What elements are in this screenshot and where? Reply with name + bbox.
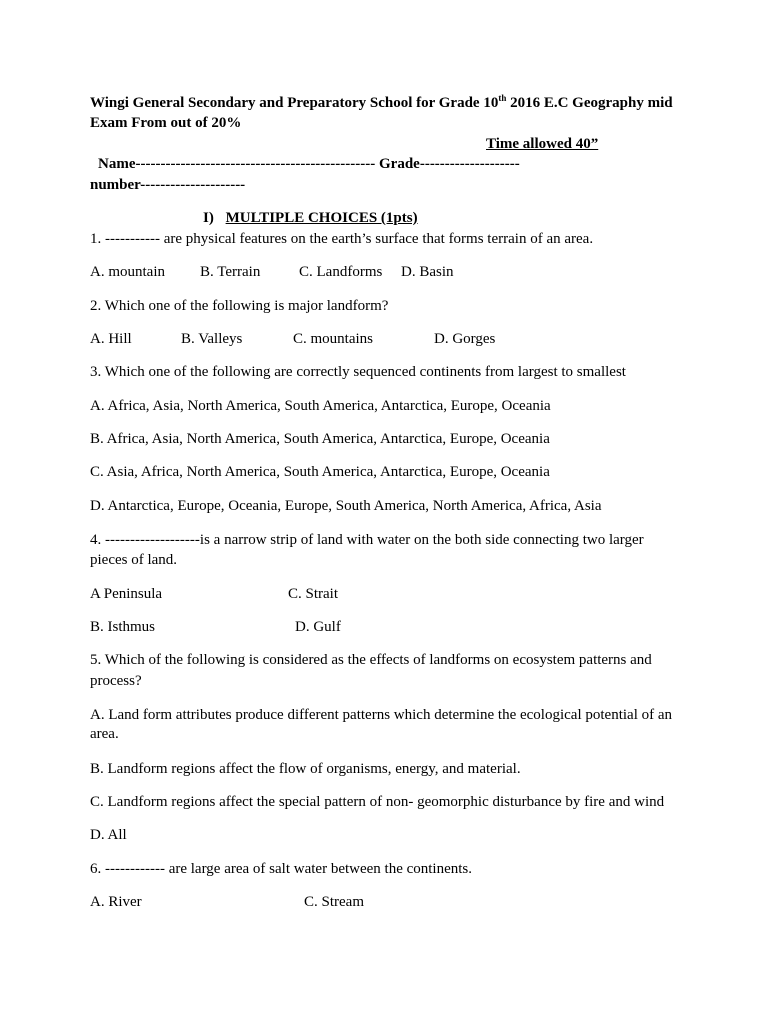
name-grade-field: Name------------------------------------------------ Grade-------------------- <box>98 156 520 172</box>
question-1-option-b: B. Terrain <box>200 264 261 280</box>
question-1-option-a: A. mountain <box>90 264 165 280</box>
exam-title-line1 <box>90 94 673 112</box>
question-5-option-c: C. Landform regions affect the special pattern of non- geomorphic disturbance by fire and wind <box>90 794 665 810</box>
question-3-option-b: B. Africa, Asia, North America, South America, Antarctica, Europe, Oceania <box>90 431 550 447</box>
exam-title-text: Wingi General Secondary and Preparatory School for Grade 10 <box>90 95 499 111</box>
question-5-option-b: B. Landform regions affect the flow of organisms, energy, and material. <box>90 761 521 777</box>
question-3-option-a: A. Africa, Asia, North America, South America, Antarctica, Europe, Oceania <box>90 398 551 414</box>
time-allowed: Time allowed 40” <box>486 136 599 152</box>
question-3-option-d: D. Antarctica, Europe, Oceania, Europe, South America, North America, Africa, Asia <box>90 498 602 514</box>
exam-title-superscript: th <box>498 93 507 103</box>
question-4-stem-line2: pieces of land. <box>90 552 178 568</box>
question-2-option-b: B. Valleys <box>181 331 243 347</box>
question-5-stem-line2: process? <box>90 673 142 689</box>
question-5-option-a-line2: area. <box>90 726 119 742</box>
number-field: number--------------------- <box>90 177 246 193</box>
question-2-option-d: D. Gorges <box>434 331 496 347</box>
exam-title-line2: Exam From out of 20% <box>90 115 242 131</box>
question-5-stem-line1: 5. Which of the following is considered as the effects of landforms on ecosystem patterns and <box>90 652 652 668</box>
question-4-stem-line1: 4. -------------------is a narrow strip of land with water on the both side connecting two larger <box>90 532 644 548</box>
question-6-option-a: A. River <box>90 894 142 910</box>
question-3-option-c: C. Asia, Africa, North America, South America, Antarctica, Europe, Oceania <box>90 464 550 480</box>
section-numeral: I) <box>203 210 214 226</box>
question-1-stem: 1. ----------- are physical features on the earth’s surface that forms terrain of an area. <box>90 231 594 247</box>
question-6-option-c: C. Stream <box>304 894 364 910</box>
question-2-option-c: C. mountains <box>293 331 374 347</box>
question-3-stem: 3. Which one of the following are correctly sequenced continents from largest to smallest <box>90 364 626 380</box>
question-5-option-a-line1: A. Land form attributes produce different patterns which determine the ecological potential of an <box>90 707 673 723</box>
question-4-option-c: C. Strait <box>288 586 339 602</box>
question-4-option-d: D. Gulf <box>295 619 341 635</box>
section-heading <box>203 209 496 227</box>
question-4-option-a: A Peninsula <box>90 586 163 602</box>
exam-title-text-end: 2016 E.C Geography mid <box>506 95 673 111</box>
question-1-option-c: C. Landforms <box>299 264 383 280</box>
question-2-option-a: A. Hill <box>90 331 132 347</box>
question-6-stem: 6. ------------ are large area of salt water between the continents. <box>90 861 473 877</box>
question-1-option-d: D. Basin <box>401 264 454 280</box>
section-title: MULTIPLE CHOICES (1pts) <box>225 210 418 226</box>
question-2-stem: 2. Which one of the following is major landform? <box>90 298 389 314</box>
question-4-option-b: B. Isthmus <box>90 619 156 635</box>
question-5-option-d: D. All <box>90 827 127 843</box>
